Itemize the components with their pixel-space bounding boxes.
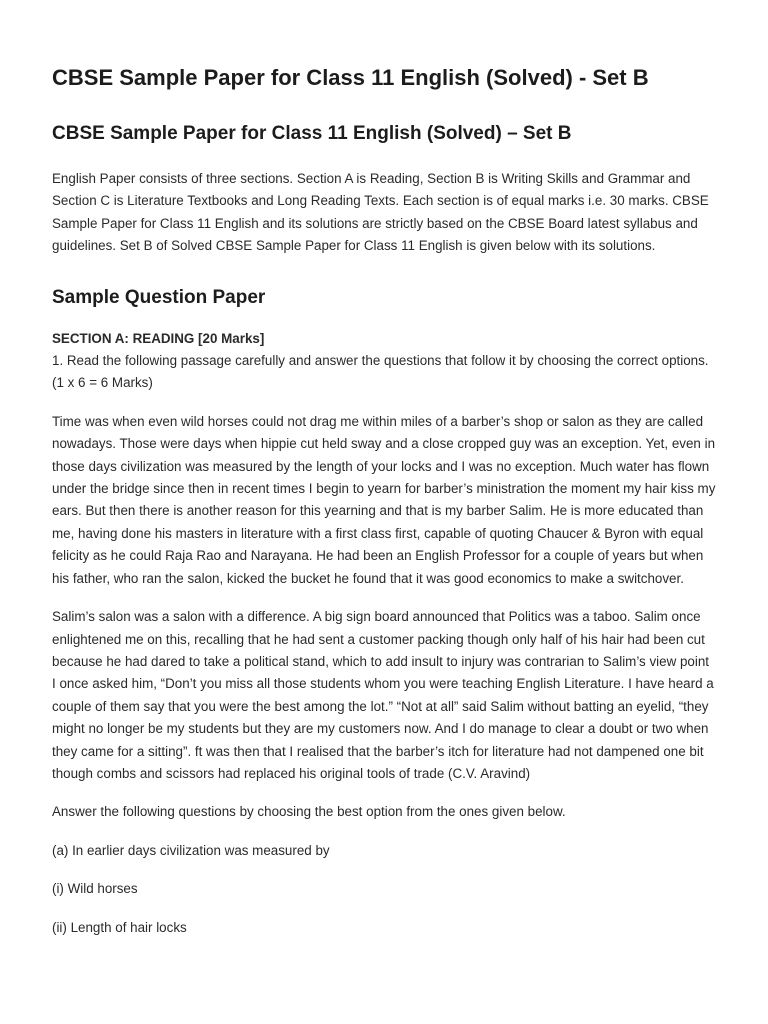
passage-paragraph-1: Time was when even wild horses could not drag me within miles of a barber’s shop or salon as they are called nowadays. Those were days when hippie cut held sway and a close cropped guy was an exception. Yet, even in those days civilization was measured by the length of your locks and I was no exception. Much water has flown under the bridge since then in recent times I begin to yearn for barber’s ministration the moment my hair kiss my ears. But then there is another reason for this yearning and that is my barber Salim. He is more educated than me, having done his masters in literature with a first class first, capable of quoting Chaucer & Byron with equal felicity as he could Raja Rao and Narayana. He had been an English Professor for a couple of years but when his father, who ran the salon, kicked the bucket he found that it was good economics to make a switchover. (52, 413, 716, 586)
option-ii: (ii) Length of hair locks (52, 919, 187, 935)
question-a: (a) In earlier days civilization was measured by (52, 842, 330, 858)
sample-question-paper-heading: Sample Question Paper (52, 286, 266, 308)
section-a-heading: SECTION A: READING [20 Marks] (52, 330, 265, 346)
document-subtitle: CBSE Sample Paper for Class 11 English (Solved) – Set B (52, 123, 572, 144)
answer-instruction: Answer the following questions by choosing the best option from the ones given below. (52, 804, 566, 820)
intro-paragraph: English Paper consists of three sections. Section A is Reading, Section B is Writing Skills and Grammar and Section C is Literature Textbooks and Long Reading Texts. Each section is of equal marks i.e. 30 marks. CBSE Sample Paper for Class 11 English and its solutions are strictly based on the CBSE Board latest syllabus and guidelines. Set B of Solved CBSE Sample Paper for Class 11 English is given below with its solutions. (52, 171, 709, 254)
section-a-instruction: 1. Read the following passage carefully and answer the questions that follow it by choosing the correct options. (1 x 6 = 6 Marks) (52, 353, 709, 391)
passage-paragraph-2: Salim’s salon was a salon with a difference. A big sign board announced that Politics was a taboo. Salim once enlightened me on this, recalling that he had sent a customer packing though only half of his hair had been cut because he had dared to take a political stand, which to add insult to injury was contrarian to Salim’s view point I once asked him, “Don’t you miss all those students whom you were teaching English Literature. I have heard a couple of them say that you were the best among the lot.” “Not at all” said Salim without batting an eyelid, “they might no longer be my students but they are my customers now. And I do manage to clear a doubt or two when they came for a sitting”. ft was then that I realised that the barber’s itch for literature had not dampened one bit though combs and scissors had replaced his original tools of trade (C.V. Aravind) (52, 609, 714, 781)
document-title: CBSE Sample Paper for Class 11 English (Solved) - Set B (52, 65, 649, 90)
option-i: (i) Wild horses (52, 881, 138, 897)
section-a-block (52, 328, 716, 395)
